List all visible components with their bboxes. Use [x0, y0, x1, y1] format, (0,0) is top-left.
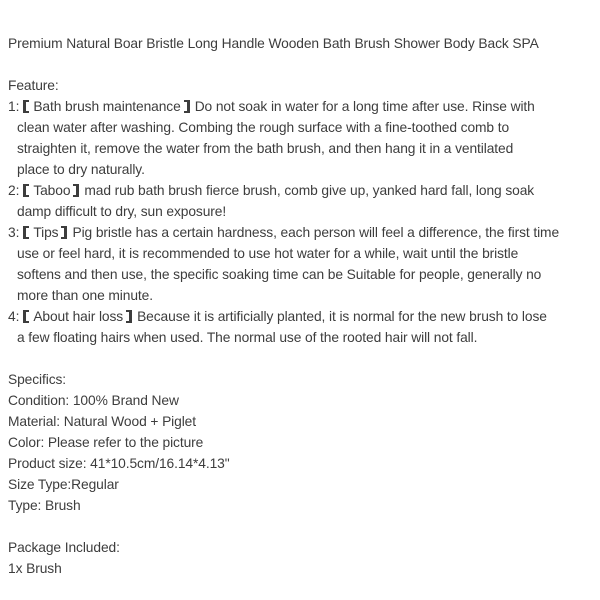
specifics-section [8, 369, 600, 516]
lenticular-bracket-open-icon [23, 310, 29, 323]
feature-item-first-line [8, 180, 600, 201]
lenticular-bracket-open-icon [23, 100, 29, 113]
spec-condition: Condition: 100% Brand New [8, 393, 179, 408]
feature-item-line: more than one minute. [17, 288, 153, 303]
feature-item-text: mad rub bath brush fierce brush, comb give up, yanked hard fall, long soak [84, 183, 535, 198]
feature-item [8, 306, 600, 348]
feature-item-number: 1: [8, 99, 20, 114]
feature-item [8, 180, 600, 222]
feature-item [8, 96, 600, 180]
feature-item-text: Pig bristle has a certain hardness, each person will feel a difference, the first time [72, 225, 560, 240]
spec-type: Type: Brush [8, 498, 81, 513]
lenticular-bracket-close-icon [61, 226, 67, 239]
spec-material: Material: Natural Wood + Piglet [8, 414, 196, 429]
feature-item-line: place to dry naturally. [17, 162, 145, 177]
package-section [8, 537, 600, 579]
feature-item-line: use or feel hard, it is recommended to use hot water for a while, wait until the bristle [17, 246, 519, 261]
feature-item-tag: Taboo [33, 183, 71, 198]
lenticular-bracket-close-icon [184, 100, 190, 113]
feature-item-number: 4: [8, 309, 20, 324]
feature-item-first-line [8, 96, 600, 117]
feature-item-first-line [8, 306, 600, 327]
lenticular-bracket-open-icon [23, 226, 29, 239]
feature-item [8, 222, 600, 306]
spec-color: Color: Please refer to the picture [8, 435, 204, 450]
feature-section [8, 75, 600, 348]
feature-heading: Feature: [8, 78, 59, 93]
spec-product-size: Product size: 41*10.5cm/16.14*4.13" [8, 456, 230, 471]
feature-item-line: clean water after washing. Combing the rough surface with a fine-toothed comb to [17, 120, 510, 135]
feature-item-text: Because it is artificially planted, it is normal for the new brush to lose [137, 309, 547, 324]
feature-item-line: a few floating hairs when used. The normal use of the rooted hair will not fall. [17, 330, 478, 345]
feature-item-number: 3: [8, 225, 20, 240]
lenticular-bracket-open-icon [23, 184, 29, 197]
specifics-heading: Specifics: [8, 372, 67, 387]
lenticular-bracket-close-icon [73, 184, 79, 197]
feature-item-number: 2: [8, 183, 20, 198]
feature-item-first-line [8, 222, 600, 243]
feature-item-tag: About hair loss [33, 309, 124, 324]
feature-item-line: softens and then use, the specific soaking time can be Suitable for people, generally no [17, 267, 542, 282]
spec-size-type: Size Type:Regular [8, 477, 119, 492]
product-title: Premium Natural Boar Bristle Long Handle Wooden Bath Brush Shower Body Back SPA [8, 36, 539, 51]
package-heading: Package Included: [8, 540, 120, 555]
feature-item-line: damp difficult to dry, sun exposure! [17, 204, 227, 219]
feature-item-tag: Tips [33, 225, 59, 240]
feature-item-text: Do not soak in water for a long time after use. Rinse with [194, 99, 535, 114]
feature-item-tag: Bath brush maintenance [33, 99, 181, 114]
lenticular-bracket-close-icon [126, 310, 132, 323]
package-item: 1x Brush [8, 561, 62, 576]
feature-item-line: straighten it, remove the water from the bath brush, and then hang it in a ventilated [17, 141, 514, 156]
